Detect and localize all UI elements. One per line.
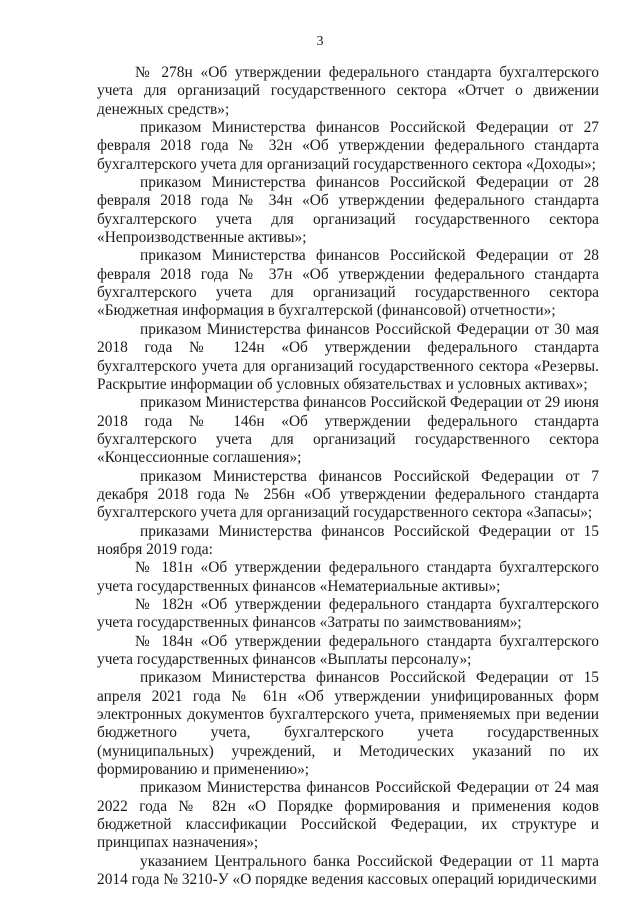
paragraph: приказом Министерства финансов Российской Федерации от 7 декабря 2018 года № 256н «Об утверждении федерального стандарта бухгалтерского учета для организаций государственного сектора «Запасы»;: [97, 467, 599, 522]
paragraph: приказом Министерства финансов Российской Федерации от 28 февраля 2018 года № 37н «Об утверждении федерального стандарта бухгалтерского учета для организаций государственного сектора «Бюджетная информация в бухгалтерской (финансовой) отчетности»;: [97, 247, 599, 320]
paragraph: № 278н «Об утверждении федерального стандарта бухгалтерского учета для организаций государственного сектора «Отчет о движении денежных средств»;: [97, 64, 599, 118]
paragraph: приказом Министерства финансов Российской Федерации от 24 мая 2022 года № 82н «О Порядке формирования и применения кодов бюджетной классификации Российской Федерации, их структуре и принципах назначения»;: [97, 779, 599, 852]
paragraph: приказом Министерства финансов Российской Федерации от 30 мая 2018 года № 124н «Об утверждении федерального стандарта бухгалтерского учета для организаций государственного сектора «Резервы. Раскрытие информации об условных обязательствах и условных активах»;: [97, 320, 599, 393]
page-number: 3: [316, 34, 324, 49]
paragraph: приказом Министерства финансов Российской Федерации от 27 февраля 2018 года № 32н «Об утверждении федерального стандарта бухгалтерского учета для организаций государственного сектора «Доходы»;: [97, 119, 599, 173]
paragraph: приказом Министерства финансов Российской Федерации от 29 июня 2018 года № 146н «Об утверждении федерального стандарта бухгалтерского учета для организаций государственного сектора «Концессионные соглашения»;: [97, 394, 599, 467]
paragraph: № 181н «Об утверждении федерального стандарта бухгалтерского учета государственных финансов «Нематериальные активы»;: [97, 559, 599, 595]
paragraph: приказом Министерства финансов Российской Федерации от 15 апреля 2021 года № 61н «Об утверждении унифицированных форм электронных документов бухгалтерского учета, применяемых при ведении бюджетного учета, бухгалтерского учета государственных (муниципальных) учреждений, и Методических указаний по их формированию и применению»;: [97, 669, 599, 779]
paragraph: указанием Центрального банка Российской Федерации от 11 марта 2014 года № 3210-У «О порядке ведения кассовых операций юридическими: [97, 852, 599, 889]
paragraph: № 182н «Об утверждении федерального стандарта бухгалтерского учета государственных финансов «Затраты по заимствованиям»;: [97, 595, 599, 632]
paragraph: приказом Министерства финансов Российской Федерации от 28 февраля 2018 года № 34н «Об утверждении федерального стандарта бухгалтерского учета для организаций государственного сектора «Непроизводственные активы»;: [97, 174, 599, 247]
paragraph: № 184н «Об утверждении федерального стандарта бухгалтерского учета государственных финансов «Выплаты персоналу»;: [97, 632, 599, 668]
document-body: [97, 64, 599, 889]
paragraph: приказами Министерства финансов Российской Федерации от 15 ноября 2019 года:: [97, 522, 599, 558]
